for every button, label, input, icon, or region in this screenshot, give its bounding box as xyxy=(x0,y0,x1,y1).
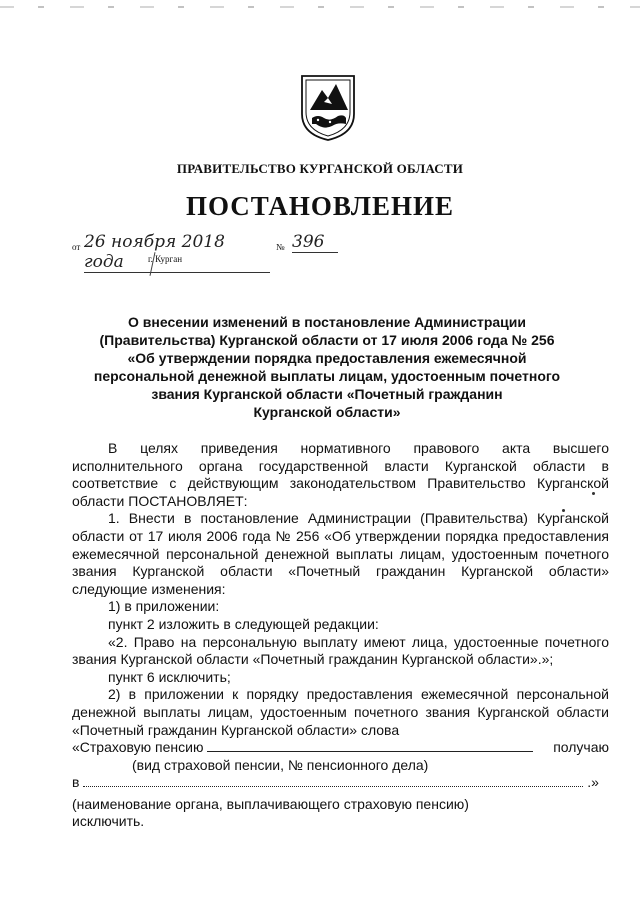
handwritten-number: 396 xyxy=(292,232,338,253)
title-line: персональной денежной выплаты лицам, удостоенным почетного xyxy=(93,368,561,384)
form-line-1 xyxy=(72,739,609,757)
quoted-text: «2. Право на персональную выплату имеют лица, удостоенные почетного звания Курганской области «Почетный гражданин Курганской области».»; xyxy=(72,633,609,668)
number-prefix: № xyxy=(276,242,285,252)
form-caption-2: (наименование органа, выплачивающего страховую пенсию) xyxy=(72,795,469,812)
subitem-1-point-6: пункт 6 исключить; xyxy=(108,668,231,685)
government-name: ПРАВИТЕЛЬСТВО КУРГАНСКОЙ ОБЛАСТИ xyxy=(176,161,464,176)
form-line-1-end: получаю xyxy=(553,739,609,756)
form-line-1-start: «Страховую пенсию xyxy=(72,739,204,756)
document-title xyxy=(92,313,562,421)
form-line-2 xyxy=(72,774,609,792)
title-line: (Правительства) Курганской области от 17 июля 2006 года № 256 xyxy=(99,332,555,348)
date-prefix: от xyxy=(72,242,81,252)
preamble-paragraph: В целях приведения нормативного правового акта высшего исполнительного органа государственной власти Курганской области в соответствие с действующим законодательством Правительство Курганской области ПОСТАНОВЛЯЕТ: xyxy=(72,440,609,509)
subitem-1-point-2: пункт 2 изложить в следующей редакции: xyxy=(108,615,379,632)
blank-line xyxy=(83,774,583,787)
document-body xyxy=(72,440,609,831)
handwritten-date: 26 ноября 2018 года xyxy=(84,232,270,273)
coat-of-arms-icon xyxy=(298,72,358,142)
scan-artifact xyxy=(0,6,640,8)
city-name: г. Курган xyxy=(148,254,183,264)
subitem-1: 1) в приложении: xyxy=(108,598,220,615)
title-line: О внесении изменений в постановление Администрации xyxy=(128,314,526,330)
form-line-2-end: .» xyxy=(587,774,599,791)
form-line-2-start: в xyxy=(72,774,80,791)
document-type: ПОСТАНОВЛЕНИЕ xyxy=(185,191,455,221)
title-line: Курганской области» xyxy=(253,404,401,420)
title-line: звания Курганской области «Почетный гражданин xyxy=(151,386,503,402)
blank-line xyxy=(207,739,533,752)
closing-text: исключить. xyxy=(72,813,145,830)
subitem-2-paragraph: 2) в приложении к порядку предоставления ежемесячной персональной денежной выплаты лицам, удостоенным почетного звания Курганской области «Почетный гражданин Курганской области» слова xyxy=(72,686,609,738)
title-line: «Об утверждении порядка предоставления ежемесячной xyxy=(127,350,527,366)
form-caption-1: (вид страховой пенсии, № пенсионного дела) xyxy=(132,756,429,773)
item-1-paragraph: 1. Внести в постановление Администрации (Правительства) Курганской области от 17 июля 2006 года № 256 «Об утверждении порядка предоставления ежемесячной персональной денежной выплаты лицам, удостоенным почетного звания Курганской области «Почетный гражданин Курганской области» следующие изменения: xyxy=(72,510,609,597)
